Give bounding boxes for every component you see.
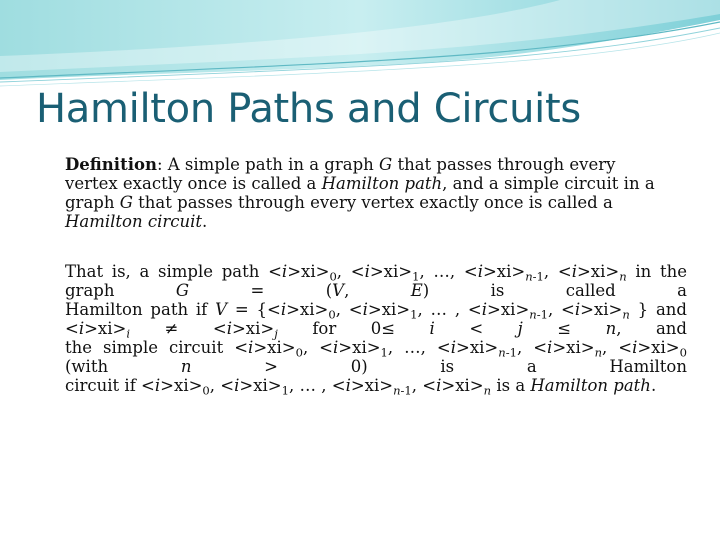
definition-line <box>65 155 687 174</box>
explanation-line: circuit if $<i>xi>_0$, $<i>xi>_1$, … , $<i>xi>_{n-1}$, $<i>xi>_n$ is a Hamilton path. <box>65 376 657 398</box>
definition-line: vertex exactly once is called a Hamilton path, and a simple circuit in a <box>65 174 655 193</box>
explanation-line: Hamilton path if $V = \{<i>xi>_0$, $<i>xi>_1$, … , $<i>xi>_{n-1}$, $<i>xi>_n$ } and $<i>xi>_i \ne <i>xi>_j$ for 0≤ i < j ≤ n, and <box>65 300 687 341</box>
definition-label: Definition <box>65 155 157 174</box>
definition-line: Hamilton circuit. <box>65 212 208 231</box>
definition-line: graph G that passes through every vertex exactly once is called a <box>65 193 613 212</box>
decorative-wave-banner <box>0 0 720 90</box>
explanation-paragraph <box>65 262 687 398</box>
definition-paragraph <box>65 155 687 231</box>
definition-text: : A simple path in a graph G that passes through every <box>156 155 616 174</box>
explanation-line: the simple circuit $<i>xi>_0$, $<i>xi>_1$, …, $<i>xi>_{n-1}$, $<i>xi>_n$, $<i>xi>_0$ (with n > 0) is a Hamilton <box>65 338 687 376</box>
explanation-line: That is, a simple path $<i>xi>_0$, $<i>xi>_1$, …, $<i>xi>_{n-1}$, $<i>xi>_n$ in the graph G = (V, E) is called a <box>65 262 687 300</box>
slide-title: Hamilton Paths and Circuits <box>36 86 581 132</box>
